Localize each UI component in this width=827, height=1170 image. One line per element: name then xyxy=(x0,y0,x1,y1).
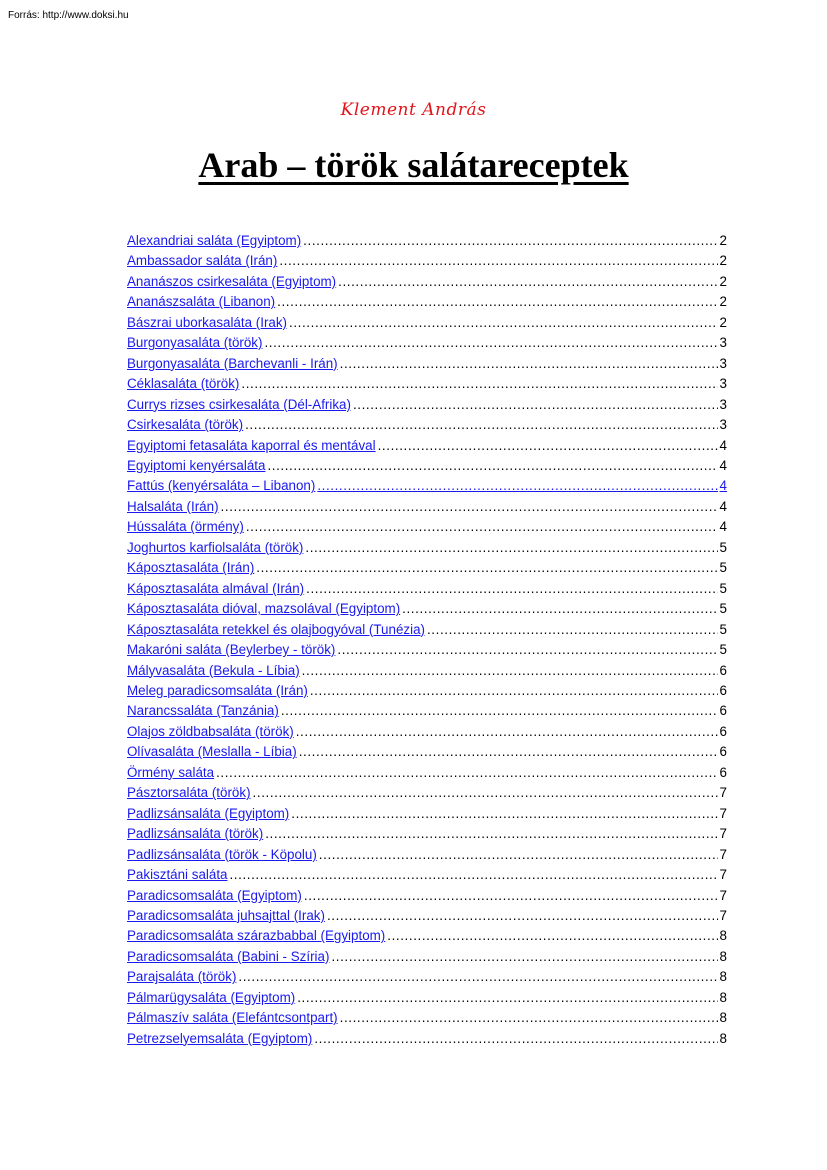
author-name: Klement András xyxy=(340,100,487,120)
toc-leader-dots xyxy=(221,499,718,514)
toc-leader-dots xyxy=(305,540,717,555)
toc-entry[interactable] xyxy=(127,601,727,621)
document-title: Arab – török salátareceptek xyxy=(198,145,629,185)
toc-entry[interactable] xyxy=(127,519,727,539)
toc-page-number: 4 xyxy=(719,519,727,535)
toc-entry[interactable] xyxy=(127,642,727,662)
toc-entry-link[interactable]: Hússaláta (örmény) xyxy=(127,519,244,535)
toc-leader-dots xyxy=(314,1031,717,1046)
toc-entry-link[interactable]: Pálmaszív saláta (Elefántcsontpart) xyxy=(127,1010,338,1026)
table-of-contents xyxy=(127,233,727,1051)
toc-page-number: 6 xyxy=(719,723,727,739)
toc-leader-dots xyxy=(310,683,718,698)
toc-page-number: 6 xyxy=(719,764,727,780)
toc-leader-dots xyxy=(265,826,717,841)
toc-entry-link[interactable]: Petrezselyemsaláta (Egyiptom) xyxy=(127,1030,313,1046)
toc-leader-dots xyxy=(302,663,718,678)
toc-page-number: 7 xyxy=(719,907,727,923)
toc-entry[interactable] xyxy=(127,969,727,989)
toc-page-number: 4 xyxy=(719,498,727,514)
toc-entry-link[interactable]: Padlizsánsaláta (török - Köpolu) xyxy=(127,846,317,862)
toc-entry[interactable] xyxy=(127,294,727,314)
toc-leader-dots xyxy=(427,622,718,637)
toc-page-number: 6 xyxy=(719,744,727,760)
toc-entry-link[interactable]: Paradicsomsaláta (Babini - Szíria) xyxy=(127,948,330,964)
toc-leader-dots xyxy=(256,560,717,575)
toc-entry[interactable] xyxy=(127,274,727,294)
toc-page-number: 7 xyxy=(719,805,727,821)
toc-leader-dots xyxy=(279,253,717,268)
toc-page-number: 8 xyxy=(719,948,727,964)
toc-entry-link[interactable]: Alexandriai saláta (Egyiptom) xyxy=(127,233,302,248)
toc-entry[interactable] xyxy=(127,581,727,601)
toc-page-number: 7 xyxy=(719,846,727,862)
toc-entry[interactable] xyxy=(127,315,727,335)
toc-leader-dots xyxy=(253,785,718,800)
toc-entry-link[interactable]: Fattús (kenyérsaláta – Libanon) xyxy=(127,478,316,494)
toc-entry[interactable] xyxy=(127,356,727,376)
toc-entry[interactable] xyxy=(127,376,727,396)
toc-page-number: 3 xyxy=(719,376,727,392)
toc-entry[interactable] xyxy=(127,765,727,785)
toc-entry-link[interactable]: Paradicsomsaláta (Egyiptom) xyxy=(127,887,302,903)
toc-entry-link[interactable]: Burgonyasaláta (török) xyxy=(127,335,263,351)
toc-entry-link[interactable]: Pásztorsaláta (török) xyxy=(127,785,251,801)
toc-entry[interactable] xyxy=(127,253,727,273)
toc-entry[interactable] xyxy=(127,438,727,458)
toc-entry[interactable] xyxy=(127,785,727,805)
toc-page-number: 7 xyxy=(719,785,727,801)
toc-leader-dots xyxy=(267,458,717,473)
toc-entry[interactable] xyxy=(127,499,727,519)
document-title-wrap xyxy=(0,144,827,186)
toc-entry[interactable] xyxy=(127,744,727,764)
toc-leader-dots xyxy=(353,397,718,412)
toc-entry[interactable] xyxy=(127,724,727,744)
toc-entry-link[interactable]: Halsaláta (Irán) xyxy=(127,498,219,514)
toc-leader-dots xyxy=(245,417,717,432)
toc-entry-link[interactable]: Bászrai uborkasaláta (Irak) xyxy=(127,314,288,330)
toc-leader-dots xyxy=(229,867,717,882)
toc-page-number: 5 xyxy=(719,560,727,576)
toc-page-number: 3 xyxy=(719,355,727,371)
toc-entry-link[interactable]: Pakisztáni saláta xyxy=(127,867,228,883)
toc-entry-link[interactable]: Egyiptomi kenyérsaláta xyxy=(127,457,266,473)
toc-leader-dots xyxy=(303,233,717,248)
toc-page-number: 8 xyxy=(719,1030,727,1046)
toc-entry-link[interactable]: Burgonyasaláta (Barchevanli - Irán) xyxy=(127,355,338,371)
toc-entry-link[interactable]: Ambassador saláta (Irán) xyxy=(127,253,278,269)
toc-entry-link[interactable]: Céklasaláta (török) xyxy=(127,376,240,392)
toc-entry[interactable] xyxy=(127,458,727,478)
toc-entry[interactable] xyxy=(127,806,727,826)
toc-entry-link[interactable]: Egyiptomi fetasaláta kaporral és mentával xyxy=(127,437,376,453)
toc-entry[interactable] xyxy=(127,560,727,580)
toc-leader-dots xyxy=(340,1010,718,1025)
toc-leader-dots xyxy=(306,581,717,596)
toc-entry[interactable] xyxy=(127,663,727,683)
toc-entry[interactable] xyxy=(127,1031,727,1051)
toc-leader-dots xyxy=(297,990,717,1005)
toc-leader-dots xyxy=(340,356,718,371)
toc-page-number: 8 xyxy=(719,928,727,944)
toc-entry-link[interactable]: Pálmarügysaláta (Egyiptom) xyxy=(127,989,296,1005)
toc-leader-dots xyxy=(387,928,717,943)
toc-leader-dots xyxy=(289,315,718,330)
toc-page-number: 3 xyxy=(719,335,727,351)
toc-leader-dots xyxy=(281,703,718,718)
toc-entry-link[interactable]: Káposztasaláta dióval, mazsolával (Egyiptom) xyxy=(127,601,401,617)
toc-page-number: 7 xyxy=(719,887,727,903)
toc-page-number: 6 xyxy=(719,682,727,698)
toc-page-number: 2 xyxy=(719,294,727,310)
toc-entry[interactable] xyxy=(127,867,727,887)
toc-page-number: 3 xyxy=(719,417,727,433)
toc-entry[interactable] xyxy=(127,990,727,1010)
toc-entry-link[interactable]: Parajsaláta (török) xyxy=(127,969,237,985)
toc-entry-link[interactable]: Ananászsaláta (Libanon) xyxy=(127,294,276,310)
toc-leader-dots xyxy=(246,519,718,534)
toc-leader-dots xyxy=(216,765,717,780)
toc-leader-dots xyxy=(331,949,717,964)
toc-leader-dots xyxy=(337,642,717,657)
toc-entry-link[interactable]: Meleg paradicsomsaláta (Irán) xyxy=(127,682,308,698)
toc-page-number: 2 xyxy=(719,314,727,330)
toc-leader-dots xyxy=(296,724,718,739)
toc-page-number: 3 xyxy=(719,396,727,412)
toc-leader-dots xyxy=(277,294,717,309)
toc-entry-link[interactable]: Olajos zöldbabsaláta (török) xyxy=(127,723,294,739)
toc-entry-link[interactable]: Csirkesaláta (török) xyxy=(127,417,244,433)
toc-page-number: 5 xyxy=(719,601,727,617)
toc-entry[interactable] xyxy=(127,417,727,437)
toc-entry[interactable] xyxy=(127,540,727,560)
toc-page-number: 6 xyxy=(719,662,727,678)
toc-page-number: 2 xyxy=(719,253,727,269)
toc-page-number: 5 xyxy=(719,621,727,637)
source-note: Forrás: http://www.doksi.hu xyxy=(8,10,129,21)
toc-entry[interactable] xyxy=(127,233,727,253)
toc-leader-dots xyxy=(241,376,717,391)
toc-entry-link[interactable]: Ananászos csirkesaláta (Egyiptom) xyxy=(127,273,337,289)
toc-entry-link[interactable]: Padlizsánsaláta (Egyiptom) xyxy=(127,805,290,821)
toc-entry-link[interactable]: Paradicsomsaláta szárazbabbal (Egyiptom) xyxy=(127,928,386,944)
toc-entry[interactable] xyxy=(127,826,727,846)
toc-entry-link[interactable]: Narancssaláta (Tanzánia) xyxy=(127,703,279,719)
toc-leader-dots xyxy=(317,478,717,493)
toc-entry-link[interactable]: Currys rizses csirkesaláta (Dél-Afrika) xyxy=(127,396,351,412)
toc-entry-link[interactable]: Káposztasaláta almával (Irán) xyxy=(127,580,305,596)
toc-entry-link[interactable]: Makaróni saláta (Beylerbey - török) xyxy=(127,642,336,658)
toc-entry-link[interactable]: Paradicsomsaláta juhsajttal (Irak) xyxy=(127,907,325,923)
toc-leader-dots xyxy=(304,888,718,903)
toc-leader-dots xyxy=(264,335,717,350)
toc-entry[interactable] xyxy=(127,908,727,928)
toc-page-number: 7 xyxy=(719,867,727,883)
toc-entry[interactable] xyxy=(127,928,727,948)
toc-entry-link[interactable]: Padlizsánsaláta (török) xyxy=(127,826,264,842)
toc-page-number: 4 xyxy=(719,478,727,494)
toc-page-number: 5 xyxy=(719,539,727,555)
toc-entry[interactable] xyxy=(127,335,727,355)
toc-entry[interactable] xyxy=(127,703,727,723)
toc-entry[interactable] xyxy=(127,888,727,908)
toc-page-number: 8 xyxy=(719,989,727,1005)
toc-entry-link[interactable]: Káposztasaláta (Irán) xyxy=(127,560,255,576)
toc-entry[interactable] xyxy=(127,683,727,703)
toc-page-number: 8 xyxy=(719,1010,727,1026)
toc-entry[interactable] xyxy=(127,847,727,867)
toc-page-number: 7 xyxy=(719,826,727,842)
toc-entry[interactable] xyxy=(127,949,727,969)
toc-page-number: 2 xyxy=(719,233,727,248)
toc-leader-dots xyxy=(299,744,718,759)
toc-page-number: 8 xyxy=(719,969,727,985)
toc-entry-link[interactable]: Káposztasaláta retekkel és olajbogyóval (Tunézia) xyxy=(127,621,425,637)
toc-leader-dots xyxy=(402,601,717,616)
toc-entry-link[interactable]: Olívasaláta (Meslalla - Líbia) xyxy=(127,744,297,760)
toc-leader-dots xyxy=(291,806,717,821)
toc-entry-link[interactable]: Örmény saláta xyxy=(127,764,215,780)
toc-leader-dots xyxy=(378,438,718,453)
toc-leader-dots xyxy=(319,847,718,862)
toc-entry[interactable] xyxy=(127,1010,727,1030)
toc-entry-link[interactable]: Mályvasaláta (Bekula - Líbia) xyxy=(127,662,300,678)
toc-entry[interactable] xyxy=(127,622,727,642)
toc-entry-link[interactable]: Joghurtos karfiolsaláta (török) xyxy=(127,539,304,555)
toc-leader-dots xyxy=(238,969,717,984)
toc-page-number: 4 xyxy=(719,457,727,473)
toc-page-number: 2 xyxy=(719,273,727,289)
toc-page-number: 6 xyxy=(719,703,727,719)
toc-page-number: 5 xyxy=(719,642,727,658)
toc-leader-dots xyxy=(327,908,718,923)
toc-page-number: 4 xyxy=(719,437,727,453)
toc-entry[interactable] xyxy=(127,397,727,417)
toc-entry[interactable] xyxy=(127,478,727,498)
toc-leader-dots xyxy=(338,274,717,289)
toc-page-number: 5 xyxy=(719,580,727,596)
